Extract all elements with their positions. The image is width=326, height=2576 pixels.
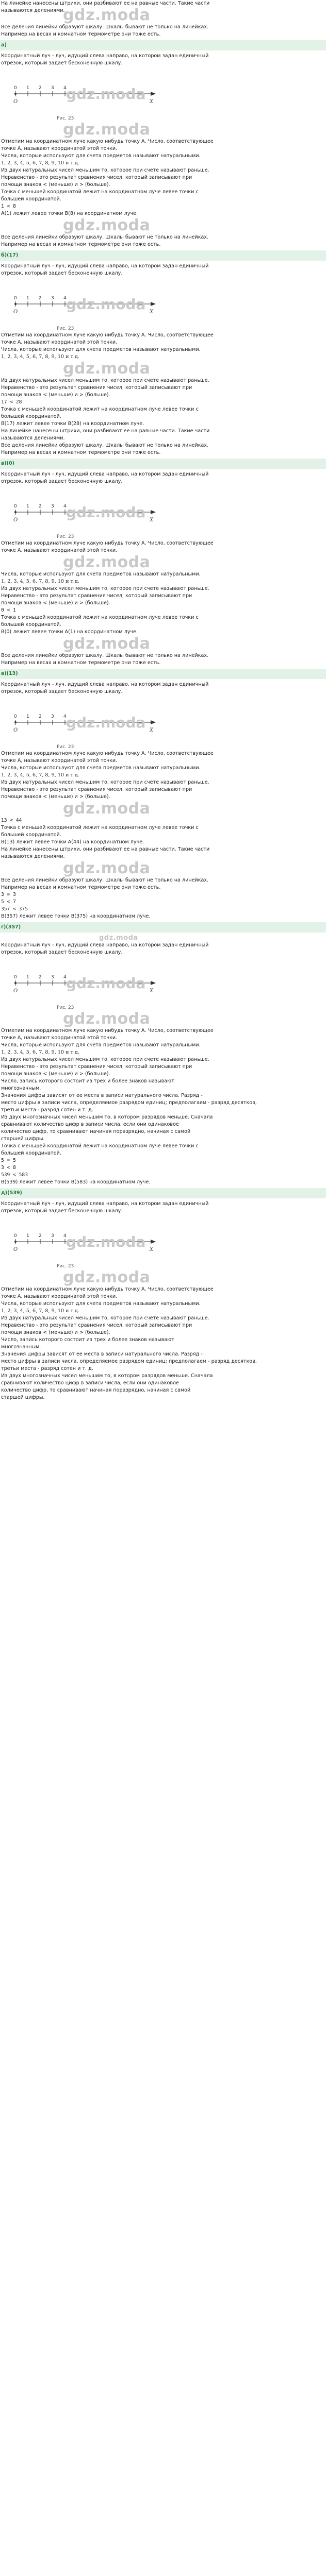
- text-line: Числа, которые используют для счета предметов называют натуральными.: [1, 1301, 201, 1307]
- origin-point: [14, 982, 17, 984]
- text-line: отрезок, который задает бесконечную шкалу.: [1, 479, 123, 484]
- origin-label: O: [13, 517, 18, 523]
- watermark: gdz.moda: [66, 975, 146, 992]
- tick-label: 0: [14, 296, 17, 301]
- text-line: помощи знаков < (меньше) и > (больше).: [1, 1330, 110, 1335]
- text-line: сравнивают количество цифр в записи числа, если они одинаковое: [1, 1122, 179, 1127]
- text-line: точке А, называют координатой этой точки.: [1, 758, 118, 764]
- text-line: А(1) лежит левее точки B(8) на координатном луче.: [1, 211, 138, 216]
- tick-label: 0: [14, 86, 17, 91]
- text-line: точке А, называют координатой этой точки.: [1, 146, 118, 151]
- ray-arrow-icon: [151, 720, 156, 724]
- ray-arrow-icon: [151, 302, 156, 306]
- inequality: 3 < 8: [1, 1165, 16, 1171]
- tick-label: 3: [51, 504, 54, 509]
- text-line: Точка с меньшей координатой лежит на координатном луче левее точки с: [1, 825, 199, 831]
- text-line: На линейке нанесены штрихи, они разбивают ее на равные части. Такие части: [1, 1, 210, 6]
- coordinate-ray-figure: [5, 958, 160, 1004]
- text-line: Значения цифры зависят от ее места в записи натурального числа. Разряд -: [1, 1351, 203, 1357]
- watermark: gdz.moda: [63, 6, 151, 24]
- tick-label: 1: [26, 975, 29, 980]
- number-sequence: 1, 2, 3, 4, 5, 6, 7, 8, 9, 10 и т.д.: [1, 772, 79, 778]
- text-line: Точка с меньшей координатой лежит на координатном луче левее точки с: [1, 189, 199, 195]
- section-heading-e: г)(357): [0, 922, 326, 933]
- tick-label: 4: [63, 504, 67, 509]
- text-line: В(357) лежит левее точки B(375) на координатном луче.: [1, 913, 151, 919]
- section-heading-a: а): [0, 40, 326, 50]
- origin-point: [14, 511, 17, 513]
- text-line: Неравенство - это результат сравнения чисел, который записывают при: [1, 1064, 192, 1070]
- text-line: Например на весах и комнатном термометре они тоже есть.: [1, 450, 161, 455]
- text-line: Из двух натуральных чисел меньшим то, которое при счете называют раньше.: [1, 167, 209, 173]
- text-line: В(13) лежит левее точки A(44) на координатном луче.: [1, 839, 144, 845]
- section-heading-f: д)(539): [0, 1188, 326, 1198]
- axis-x-label: X: [150, 727, 154, 733]
- tick-label: 3: [51, 296, 54, 301]
- text-line: место цифры в записи числа, определяемое разрядом единиц; предполагаем - разряд десятков,: [1, 1359, 257, 1364]
- text-line: Отметим на координатном луче какую нибудь точку А. Число, соответствующее: [1, 139, 214, 144]
- text-line: В(539) лежит левее точки B(583) на координатном луче.: [1, 1179, 151, 1185]
- tick-label: 2: [39, 296, 42, 301]
- text-line: Отметим на координатном луче какую нибудь точку А. Число, соответствующее: [1, 540, 214, 546]
- tick-label: 0: [14, 714, 17, 719]
- text-line: Координатный луч - луч, идущий слева направо, на котором задан единичный: [1, 682, 209, 687]
- tick-label: 4: [63, 975, 67, 980]
- ray-arrow-icon: [151, 981, 156, 985]
- text-line: Числа, которые используют для счета предметов называют натуральными.: [1, 153, 201, 159]
- text-line: Из двух натуральных чисел меньшим то, которое при счете называют раньше.: [1, 1315, 209, 1321]
- text-line: старшей цифры.: [1, 1395, 45, 1400]
- tick-label: 2: [39, 1233, 42, 1239]
- text-line: Из двух натуральных чисел меньшим то, которое при счете называют раньше.: [1, 378, 209, 383]
- tick-label: 3: [51, 86, 54, 91]
- watermark: gdz.moda: [63, 1268, 151, 1286]
- inequality: 539 < 583: [1, 1172, 28, 1178]
- inequality: 0 < 1: [1, 607, 16, 613]
- text-line: Отметим на координатном луче какую нибудь точку А. Число, соответствующее: [1, 751, 214, 756]
- text-line: помощи знаков < (меньше) и > (больше).: [1, 182, 110, 188]
- text-line: Числа, которые используют для счета предметов называют натуральными.: [1, 1042, 201, 1048]
- origin-point: [14, 303, 17, 305]
- origin-point: [14, 721, 17, 723]
- inequality: 13 < 44: [1, 818, 22, 823]
- text-line: Неравенство - это результат сравнения чисел, который записывают при: [1, 1323, 192, 1328]
- text-line: точке А, называют координатой этой точки.: [1, 548, 118, 553]
- text-line: Неравенство - это результат сравнения чисел, который записывают при: [1, 593, 192, 599]
- watermark: gdz.moda: [63, 635, 151, 653]
- text-line: Число, запись которого состоит из трех и более знаков называют: [1, 1337, 174, 1343]
- text-line: Все деления линейки образуют шкалу. Шкалы бывают не только на линейках.: [1, 653, 209, 658]
- origin-label: O: [13, 99, 18, 105]
- text-line: место цифры в записи числа, определяемое разрядом единиц; предполагаем - разряд десятков,: [1, 1100, 257, 1106]
- axis-x-label: X: [150, 309, 154, 315]
- text-line: Точка с меньшей координатой лежит на координатном луче левее точки с: [1, 615, 199, 620]
- axis-x-label: X: [150, 99, 154, 105]
- watermark: gdz.moda: [63, 360, 151, 378]
- number-sequence: 1, 2, 3, 4, 5, 6, 7, 8, 9, 10 и т.д.: [1, 1308, 79, 1314]
- coordinate-ray-figure: [5, 69, 160, 114]
- figure-caption: Рис. 23: [57, 1005, 74, 1010]
- ray-arrow-icon: [151, 510, 156, 514]
- text-line: Неравенство - это результат сравнения чисел, который записывают при: [1, 385, 192, 391]
- origin-label: O: [13, 1247, 18, 1252]
- origin-point: [14, 1241, 17, 1243]
- tick-label: 2: [39, 504, 42, 509]
- text-line: большей координатой.: [1, 196, 61, 202]
- text-line: старшей цифры.: [1, 1136, 45, 1142]
- text-line: Все деления линейки образуют шкалу. Шкалы бывают не только на линейках.: [1, 234, 209, 240]
- number-sequence: 1, 2, 3, 4, 5, 6, 7, 8, 9, 10 и т.д.: [1, 1049, 79, 1055]
- text-line: третьи места - разряд сотен и т. д.: [1, 1107, 93, 1113]
- watermark: gdz.moda: [66, 504, 146, 521]
- watermark: gdz.moda: [63, 553, 151, 571]
- text-line: Из двух натуральных чисел меньшим то, которое при счете называют раньше.: [1, 586, 209, 591]
- text-line: многозначным.: [1, 1086, 41, 1091]
- text-line: На линейке нанесены штрихи, они разбивают ее на равные части. Такие части: [1, 428, 210, 434]
- tick-label: 3: [51, 714, 54, 719]
- section-heading-c: в)(0): [0, 459, 326, 469]
- section-heading-d: в)(13): [0, 669, 326, 679]
- text-line: Координатный луч - луч, идущий слева направо, на котором задан единичный: [1, 471, 209, 477]
- text-line: Отметим на координатном луче какую нибудь точку А. Число, соответствующее: [1, 1286, 214, 1292]
- coordinate-ray-svg: [5, 279, 160, 325]
- figure-caption: Рис. 23: [57, 744, 74, 750]
- coordinate-ray-svg: [5, 698, 160, 743]
- watermark: gdz.moda: [66, 714, 146, 731]
- text-line: Точка с меньшей координатой лежит на координатном луче левее точки с: [1, 1143, 199, 1149]
- coordinate-ray-svg: [5, 69, 160, 114]
- figure-caption: Рис. 23: [57, 534, 74, 539]
- number-sequence: 1, 2, 3, 4, 5, 6, 7, 8, 9, 10 и т.д.: [1, 354, 79, 360]
- text-line: отрезок, который задает бесконечную шкалу.: [1, 950, 123, 955]
- text-line: помощи знаков < (меньше) и > (больше).: [1, 600, 110, 606]
- origin-label: O: [13, 727, 18, 733]
- text-line: называются делениями.: [1, 8, 65, 13]
- text-line: Из двух натуральных чисел меньшим то, которое при счете называют раньше.: [1, 1057, 209, 1062]
- text-line: Неравенство - это результат сравнения чисел, который записывают при: [1, 175, 192, 180]
- tick-label: 4: [63, 1233, 67, 1239]
- watermark: gdz.moda: [63, 859, 151, 877]
- text-line: Числа, которые используют для счета предметов называют натуральными.: [1, 765, 201, 771]
- text-line: большей координатой.: [1, 622, 61, 628]
- coordinate-ray-svg: [5, 958, 160, 1004]
- text-line: Например на весах и комнатном термометре они тоже есть.: [1, 242, 161, 247]
- text-line: Значения цифры зависят от ее места в записи натурального числа. Разряд -: [1, 1093, 203, 1098]
- text-line: называются делениями.: [1, 435, 65, 441]
- tick-label: 3: [51, 975, 54, 980]
- text-line: Координатный луч - луч, идущий слева направо, на котором задан единичный: [1, 1201, 209, 1207]
- text-line: Координатный луч - луч, идущий слева направо, на котором задан единичный: [1, 263, 209, 269]
- inequality: 5 = 5: [1, 1158, 16, 1163]
- text-line: помощи знаков < (меньше) и > (больше).: [1, 794, 110, 800]
- inequality: 1 < 8: [1, 204, 16, 209]
- text-line: Точка с меньшей координатой лежит на координатном луче левее точки с: [1, 406, 199, 412]
- watermark: gdz.moda: [63, 800, 151, 818]
- tick-label: 1: [26, 86, 29, 91]
- tick-label: 2: [39, 714, 42, 719]
- coordinate-ray-svg: [5, 1217, 160, 1262]
- tick-label: 4: [63, 86, 67, 91]
- text-line: Координатный луч - луч, идущий слева направо, на котором задан единичный: [1, 53, 209, 59]
- figure-caption: Рис. 23: [57, 1264, 74, 1269]
- text-line: Все деления линейки образуют шкалу. Шкалы бывают не только на линейках.: [1, 24, 209, 30]
- text-line: Все деления линейки образуют шкалу. Шкалы бывают не только на линейках.: [1, 877, 209, 883]
- coordinate-ray-figure: [5, 698, 160, 743]
- text-line: Неравенство - это результат сравнения чисел, который записывают при: [1, 787, 192, 792]
- text-line: помощи знаков < (меньше) и > (больше).: [1, 1071, 110, 1077]
- tick-label: 2: [39, 86, 42, 91]
- figure-caption: Рис. 23: [57, 116, 74, 121]
- coordinate-ray-figure: [5, 1217, 160, 1262]
- number-sequence: 1, 2, 3, 4, 5, 6, 7, 8, 9, 10 и т.д.: [1, 160, 79, 166]
- text-line: Отметим на координатном луче какую нибудь точку А. Число, соответствующее: [1, 332, 214, 338]
- tick-label: 1: [26, 714, 29, 719]
- text-line: точке А, называют координатой этой точки.: [1, 1294, 118, 1299]
- text-line: Отметим на координатном луче какую нибудь точку А. Число, соответствующее: [1, 1028, 214, 1033]
- number-sequence: 1, 2, 3, 4, 5, 6, 7, 8, 9, 10 и т.д.: [1, 579, 79, 584]
- tick-label: 1: [26, 1233, 29, 1239]
- text-line: Числа, которые используют для счета предметов называют натуральными.: [1, 347, 201, 352]
- text-line: Все деления линейки образуют шкалу. Шкалы бывают не только на линейках.: [1, 443, 209, 448]
- origin-point: [14, 93, 17, 95]
- text-line: отрезок, который задает бесконечную шкалу.: [1, 689, 123, 694]
- tick-label: 0: [14, 504, 17, 509]
- text-line: сравнивают количество цифр в записи числа, если они одинаковое: [1, 1380, 179, 1386]
- coordinate-ray-figure: [5, 487, 160, 533]
- watermark: gdz.moda: [66, 296, 146, 313]
- text-line: точке А, называют координатой этой точки.: [1, 340, 118, 345]
- watermark: gdz.moda: [99, 934, 138, 942]
- text-line: отрезок, который задает бесконечную шкалу.: [1, 60, 123, 66]
- axis-x-label: X: [150, 517, 154, 523]
- text-line: большей координатой.: [1, 832, 61, 838]
- text-line: Из двух многозначных чисел меньшим то, в котором разрядов меньше. Сначала: [1, 1373, 213, 1379]
- tick-label: 0: [14, 1233, 17, 1239]
- text-line: Например на весах и комнатном термометре они тоже есть.: [1, 31, 161, 37]
- text-line: На линейке нанесены штрихи, они разбивают ее на равные части. Такие части: [1, 846, 210, 852]
- tick-label: 3: [51, 1233, 54, 1239]
- text-line: Координатный луч - луч, идущий слева направо, на котором задан единичный: [1, 942, 209, 948]
- text-line: большей координатой.: [1, 1150, 61, 1156]
- coordinate-ray-figure: [5, 279, 160, 325]
- text-line: отрезок, который задает бесконечную шкалу.: [1, 1208, 123, 1214]
- text-line: точке А, называют координатой этой точки.: [1, 1035, 118, 1041]
- figure-caption: Рис. 23: [57, 326, 74, 331]
- tick-label: 1: [26, 296, 29, 301]
- tick-label: 2: [39, 975, 42, 980]
- watermark: gdz.moda: [63, 216, 151, 234]
- inequality: 357 < 375: [1, 906, 28, 912]
- inequality: 3 = 3: [1, 892, 16, 897]
- tick-label: 4: [63, 296, 67, 301]
- text-line: третьи места - разряд сотен и т. д.: [1, 1366, 93, 1371]
- coordinate-ray-svg: [5, 487, 160, 533]
- ray-arrow-icon: [151, 1240, 156, 1244]
- section-heading-b: б)(17): [0, 250, 326, 261]
- text-line: В(0) лежит левее точки A(1) на координатном луче.: [1, 629, 138, 635]
- text-line: количество цифр, то сравнивают начиная поразрядно, начиная с самой: [1, 1387, 191, 1393]
- text-line: количество цифр, то сравнивают начиная поразрядно, начиная с самой: [1, 1129, 191, 1134]
- inequality: 5 < 7: [1, 899, 16, 905]
- text-line: Из двух многозначных чисел меньшим то, в котором разрядов меньше. Сначала: [1, 1114, 213, 1120]
- watermark: gdz.moda: [66, 86, 146, 103]
- text-line: отрезок, который задает бесконечную шкалу.: [1, 270, 123, 276]
- text-line: В(17) лежит левее точки B(28) на координатном луче.: [1, 421, 144, 427]
- watermark: gdz.moda: [66, 1233, 146, 1250]
- inequality: 17 < 28: [1, 399, 22, 405]
- text-line: Например на весах и комнатном термометре они тоже есть.: [1, 885, 161, 890]
- text-line: помощи знаков < (меньше) и > (больше).: [1, 392, 110, 398]
- origin-label: O: [13, 309, 18, 315]
- text-line: многозначным.: [1, 1344, 41, 1350]
- text-line: Например на весах и комнатном термометре они тоже есть.: [1, 660, 161, 666]
- text-line: большей координатой.: [1, 414, 61, 419]
- origin-label: O: [13, 988, 18, 994]
- watermark: gdz.moda: [63, 121, 151, 139]
- axis-x-label: X: [150, 1247, 154, 1252]
- axis-x-label: X: [150, 988, 154, 994]
- text-line: называются делениями.: [1, 854, 65, 859]
- ray-arrow-icon: [151, 92, 156, 96]
- text-line: Число, запись которого состоит из трех и более знаков называют: [1, 1078, 174, 1084]
- watermark: gdz.moda: [63, 1010, 151, 1028]
- tick-label: 0: [14, 975, 17, 980]
- text-line: Числа, которые используют для счета предметов называют натуральными.: [1, 571, 201, 577]
- tick-label: 4: [63, 714, 67, 719]
- tick-label: 1: [26, 504, 29, 509]
- text-line: Из двух натуральных чисел меньшим то, которое при счете называют раньше.: [1, 779, 209, 785]
